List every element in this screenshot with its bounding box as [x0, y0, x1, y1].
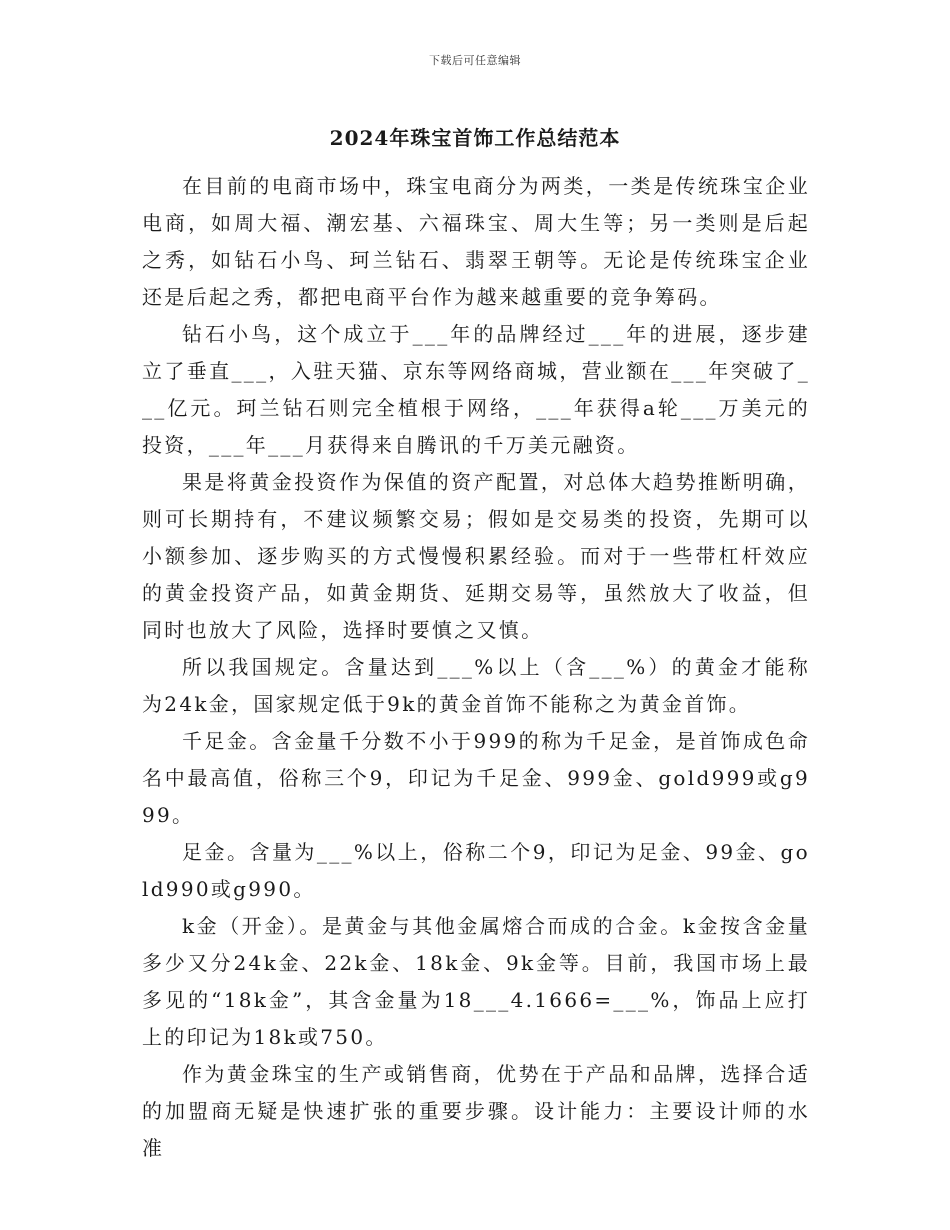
paragraph: 果是将黄金投资作为保值的资产配置，对总体大趋势推断明确，则可长期持有，不建议频繁交易；假如是交易类的投资，先期可以小额参加、逐步购买的方式慢慢积累经验。而对于一些带杠杆效应的黄金投资产品，如黄金期货、延期交易等，虽然放大了收益，但同时也放大了风险，选择时要慎之又慎。	[142, 470, 810, 642]
paragraph: 钻石小鸟，这个成立于___年的品牌经过___年的进展，逐步建立了垂直___，入驻天猫、京东等网络商城，营业额在___年突破了___亿元。珂兰钻石则完全植根于网络，___年获得a轮___万美元的投资，___年___月获得来自腾讯的千万美元融资。	[142, 322, 810, 457]
paragraph: 所以我国规定。含量达到___%以上（含___%）的黄金才能称为24k金，国家规定低于9k的黄金首饰不能称之为黄金首饰。	[142, 655, 810, 716]
paragraph: 在目前的电商市场中，珠宝电商分为两类，一类是传统珠宝企业电商，如周大福、潮宏基、六福珠宝、周大生等；另一类则是后起之秀，如钻石小鸟、珂兰钻石、翡翠王朝等。无论是传统珠宝企业还是后起之秀，都把电商平台作为越来越重要的竞争筹码。	[142, 174, 810, 309]
document-title: 2024年珠宝首饰工作总结范本	[329, 126, 621, 150]
paragraph: 千足金。含金量千分数不小于999的称为千足金，是首饰成色命名中最高值，俗称三个9，印记为千足金、999金、gold999或g999。	[142, 729, 810, 827]
page-header: 下载后可任意编辑	[429, 54, 521, 67]
document-body	[142, 168, 810, 1167]
paragraph: 足金。含量为___%以上，俗称二个9，印记为足金、99金、gold990或g990。	[142, 840, 810, 901]
paragraph: 作为黄金珠宝的生产或销售商，优势在于产品和品牌，选择合适的加盟商无疑是快速扩张的重要步骤。设计能力：主要设计师的水准	[142, 1062, 810, 1160]
paragraph: k金（开金）。是黄金与其他金属熔合而成的合金。k金按含金量多少又分24k金、22k金、18k金、9k金等。目前，我国市场上最多见的“18k金”，其含金量为18___4.1666=___%，饰品上应打上的印记为18k或750。	[142, 914, 810, 1049]
